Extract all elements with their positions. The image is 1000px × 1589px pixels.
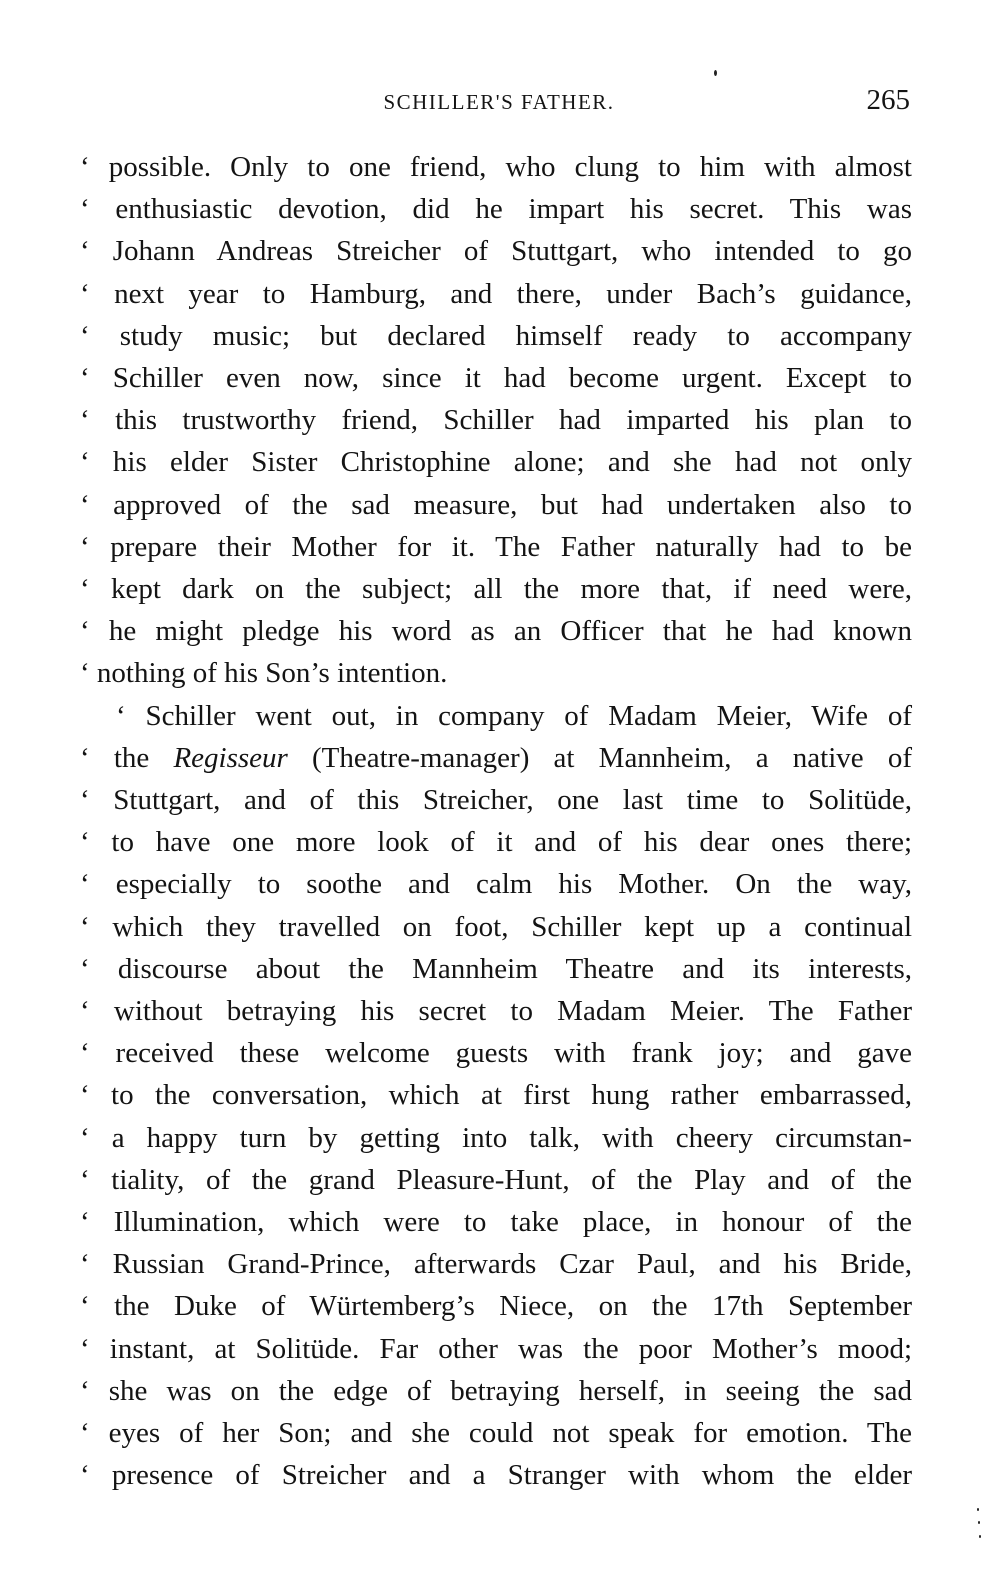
text-line: ‘ a happy turn by getting into talk, with cheery circumstan- [80, 1121, 912, 1154]
text-line: ‘ especially to soothe and calm his Mother. On the way, [80, 868, 912, 901]
running-title: SCHILLER'S FATHER. [383, 90, 615, 114]
print-speck [979, 1535, 981, 1538]
text-line: ‘ she was on the edge of betraying herself, in seeing the sad [80, 1374, 912, 1407]
text-line: ‘ study music; but declared himself ready to accompany [80, 319, 912, 352]
text-line: ‘ enthusiastic devotion, did he impart his secret. This was [80, 193, 912, 226]
italic-term: Regisseur [173, 741, 288, 774]
print-speck [977, 1508, 979, 1511]
text-line: ‘ Russian Grand-Prince, afterwards Czar Paul, and his Bride, [80, 1248, 912, 1281]
text-line: ‘ prepare their Mother for it. The Father naturally had to be [80, 530, 912, 563]
text-line: ‘ this trustworthy friend, Schiller had imparted his plan to [80, 404, 912, 437]
text-line: ‘ Stuttgart, and of this Streicher, one last time to Solitüde, [80, 784, 912, 816]
text-line: ‘ received these welcome guests with frank joy; and gave [80, 1037, 912, 1070]
print-speck [714, 70, 717, 76]
text-line: ‘ nothing of his Son’s intention. [80, 657, 448, 690]
text-line: ‘ without betraying his secret to Madam Meier. The Father [80, 995, 912, 1027]
text-line: ‘ presence of Streicher and a Stranger with whom the elder [80, 1459, 912, 1492]
text-line: ‘ his elder Sister Christophine alone; and she had not only [80, 446, 912, 479]
text-line: ‘ the Regisseur (Theatre-manager) at Mannheim, a native of [80, 741, 912, 774]
page-number: 265 [866, 84, 910, 116]
text-line: ‘ to have one more look of it and of his dear ones there; [80, 826, 912, 859]
text-line: ‘ which they travelled on foot, Schiller kept up a continual [80, 910, 912, 943]
print-speck [978, 1521, 980, 1524]
text-line: ‘ discourse about the Mannheim Theatre and its interests, [80, 952, 912, 985]
text-line: ‘ he might pledge his word as an Officer that he had known [80, 615, 912, 648]
text-line: ‘ to the conversation, which at first hung rather embarrassed, [80, 1079, 912, 1112]
text-line: ‘ Schiller went out, in company of Madam Meier, Wife of [116, 699, 912, 732]
text-line: ‘ next year to Hamburg, and there, under Bach’s guidance, [80, 277, 912, 310]
text-line: ‘ approved of the sad measure, but had undertaken also to [80, 488, 912, 521]
text-line: ‘ eyes of her Son; and she could not speak for emotion. The [80, 1417, 912, 1449]
text-line: ‘ instant, at Solitüde. Far other was the poor Mother’s mood; [80, 1332, 912, 1365]
text-line: ‘ kept dark on the subject; all the more that, if need were, [80, 573, 912, 605]
text-line: ‘ Illumination, which were to take place, in honour of the [80, 1206, 912, 1238]
text-line: ‘ Johann Andreas Streicher of Stuttgart, who intended to go [80, 235, 912, 268]
text-line: ‘ possible. Only to one friend, who clung to him with almost [80, 151, 912, 183]
text-line: ‘ the Duke of Würtemberg’s Niece, on the 17th September [80, 1290, 912, 1323]
running-head [88, 84, 910, 124]
text-line: ‘ tiality, of the grand Pleasure-Hunt, of the Play and of the [80, 1163, 912, 1196]
text-line: ‘ Schiller even now, since it had become urgent. Except to [80, 362, 912, 394]
